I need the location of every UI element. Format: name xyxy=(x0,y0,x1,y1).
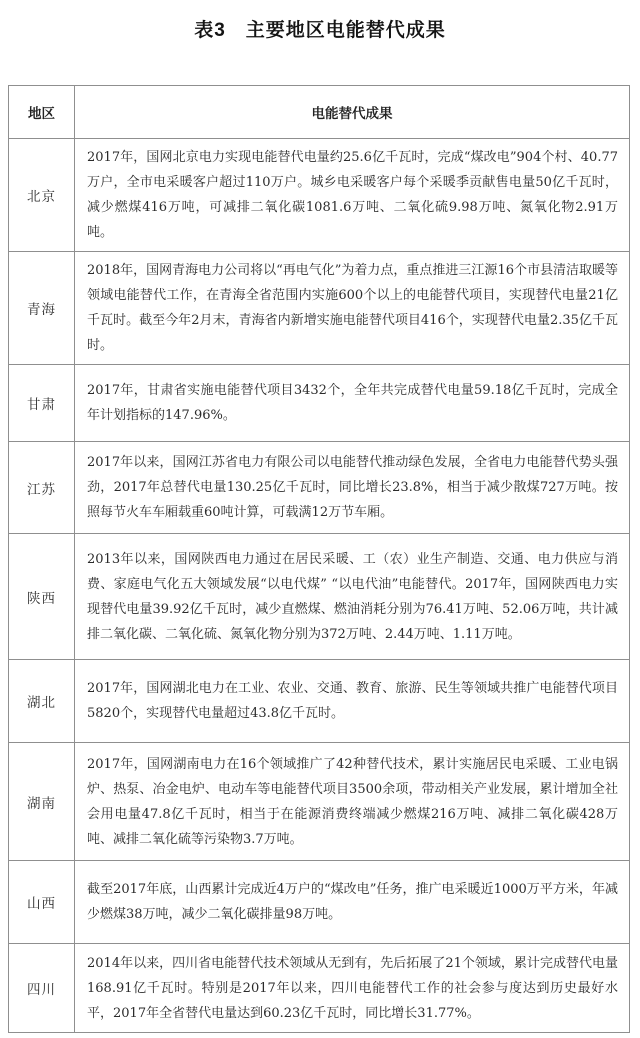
result-cell: 2013年以来，国网陕西电力通过在居民采暖、工（农）业生产制造、交通、电力供应与消费、家庭电气化五大领域发展“以电代煤” “以电代油”电能替代。2017年，国网陕西电力实现替代电量39.92亿千瓦时，减少直燃煤、燃油消耗分别为76.41万吨、52.06万吨，共计减排二氧化碳、二氧化硫、氮氧化物分别为372万吨、2.44万吨、1.11万吨。 xyxy=(75,534,630,660)
region-cell: 湖北 xyxy=(9,660,75,743)
region-cell: 青海 xyxy=(9,252,75,365)
region-cell: 甘肃 xyxy=(9,365,75,442)
page-title: 表3 主要地区电能替代成果 xyxy=(194,20,446,41)
table-row xyxy=(9,139,630,252)
result-cell: 2017年以来，国网江苏省电力有限公司以电能替代推动绿色发展，全省电力电能替代势头强劲，2017年总替代电量130.25亿千瓦时，同比增长23.8%，相当于减少散煤727万吨。按照每节火车车厢载重60吨计算，可载满12万节车厢。 xyxy=(75,442,630,534)
table-row xyxy=(9,534,630,660)
region-cell: 陕西 xyxy=(9,534,75,660)
results-table xyxy=(8,85,630,1033)
result-cell: 2017年，国网湖北电力在工业、农业、交通、教育、旅游、民生等领域共推广电能替代项目5820个，实现替代电量超过43.8亿千瓦时。 xyxy=(75,660,630,743)
table-row xyxy=(9,252,630,365)
region-cell: 四川 xyxy=(9,944,75,1033)
result-cell: 2018年，国网青海电力公司将以“再电气化”为着力点，重点推进三江源16个市县清洁取暖等领域电能替代工作，在青海全省范围内实施600个以上的电能替代项目，实现替代电量21亿千瓦时。截至今年2月末，青海省内新增实施电能替代项目416个，实现替代电量2.35亿千瓦时。 xyxy=(75,252,630,365)
region-cell: 湖南 xyxy=(9,743,75,861)
table-header-row xyxy=(9,86,630,139)
region-cell: 江苏 xyxy=(9,442,75,534)
result-cell: 2017年，甘肃省实施电能替代项目3432个，全年共完成替代电量59.18亿千瓦时，完成全年计划指标的147.96%。 xyxy=(75,365,630,442)
table-row xyxy=(9,365,630,442)
region-cell: 北京 xyxy=(9,139,75,252)
result-cell: 2017年，国网湖南电力在16个领域推广了42种替代技术，累计实施居民电采暖、工业电锅炉、热泵、冶金电炉、电动车等电能替代项目3500余项，带动相关产业发展，累计增加全社会用电量47.8亿千瓦时，相当于在能源消费终端减少燃煤216万吨、减排二氧化碳428万吨、减排二氧化硫等污染物3.7万吨。 xyxy=(75,743,630,861)
table-row xyxy=(9,660,630,743)
region-cell: 山西 xyxy=(9,861,75,944)
table-row xyxy=(9,944,630,1033)
result-cell: 2014年以来，四川省电能替代技术领域从无到有，先后拓展了21个领域，累计完成替代电量168.91亿千瓦时。特别是2017年以来，四川电能替代工作的社会参与度达到历史最好水平，2017年全省替代电量达到60.23亿千瓦时，同比增长31.77%。 xyxy=(75,944,630,1033)
table-header-region: 地区 xyxy=(9,86,75,139)
table-row xyxy=(9,442,630,534)
result-cell: 2017年，国网北京电力实现电能替代电量约25.6亿千瓦时，完成“煤改电”904个村、40.77万户，全市电采暖客户超过110万户。城乡电采暖客户每个采暖季贡献售电量50亿千瓦时，减少燃煤416万吨，可减排二氧化碳1081.6万吨、二氧化硫9.98万吨、氮氧化物2.91万吨。 xyxy=(75,139,630,252)
result-cell: 截至2017年底，山西累计完成近4万户的“煤改电”任务，推广电采暖近1000万平方米，年减少燃煤38万吨，减少二氧化碳排量98万吨。 xyxy=(75,861,630,944)
table-row xyxy=(9,743,630,861)
table-row xyxy=(9,861,630,944)
table-header-result: 电能替代成果 xyxy=(75,86,630,139)
